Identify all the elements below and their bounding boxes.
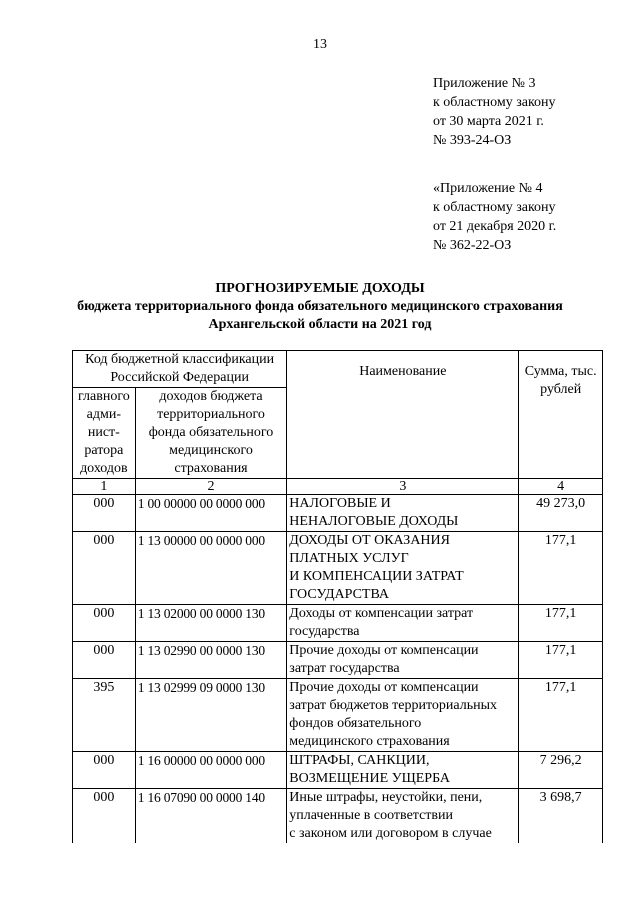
income-name-line: ШТРАФЫ, САНКЦИИ,: [289, 753, 430, 768]
appendix-line: Приложение № 3: [433, 76, 536, 91]
admin-code-cell: 000: [73, 789, 136, 844]
appendix-reference-current: [433, 74, 556, 150]
table-row: [73, 642, 603, 679]
document-title: [0, 280, 640, 334]
income-code-cell: 1 00 00000 00 0000 000: [135, 495, 287, 532]
table-row: [73, 789, 603, 844]
appendix-line: «Приложение № 4: [433, 181, 543, 196]
income-name-cell: [287, 789, 519, 844]
sum-cell: 49 273,0: [519, 495, 603, 532]
income-name-line: затрат государства: [289, 661, 400, 676]
income-name-line: медицинского страхования: [289, 734, 450, 749]
income-name-line: фондов обязательного: [289, 716, 422, 731]
income-name-line: И КОМПЕНСАЦИИ ЗАТРАТ: [289, 569, 464, 584]
header-sum: Сумма, тыс. рублей: [519, 351, 603, 479]
sum-cell: 177,1: [519, 532, 603, 605]
header-admin: главного адми-нист-ратора доходов: [73, 388, 136, 479]
column-number: 1: [73, 479, 136, 495]
income-name-line: затрат бюджетов территориальных: [289, 698, 498, 713]
admin-code-cell: 395: [73, 679, 136, 752]
income-name-line: ГОСУДАРСТВА: [289, 587, 390, 602]
appendix-reference-original: [433, 179, 556, 255]
income-name-cell: [287, 679, 519, 752]
income-name-line: НЕНАЛОГОВЫЕ ДОХОДЫ: [289, 514, 459, 529]
income-code-cell: 1 13 02000 00 0000 130: [135, 605, 287, 642]
income-name-line: НАЛОГОВЫЕ И: [289, 496, 391, 511]
sum-cell: 177,1: [519, 679, 603, 752]
income-name-line: Доходы от компенсации затрат: [289, 606, 474, 621]
income-code-cell: 1 13 02999 09 0000 130: [135, 679, 287, 752]
sum-cell: 3 698,7: [519, 789, 603, 844]
admin-code-cell: 000: [73, 532, 136, 605]
sum-cell: 7 296,2: [519, 752, 603, 789]
income-code-cell: 1 16 00000 00 0000 000: [135, 752, 287, 789]
income-name-line: государства: [289, 624, 360, 639]
title-line-1: ПРОГНОЗИРУЕМЫЕ ДОХОДЫ: [215, 281, 425, 296]
column-number: 4: [519, 479, 603, 495]
income-name-line: уплаченные в соответствии: [289, 808, 454, 823]
appendix-line: № 362-22-ОЗ: [433, 238, 512, 253]
table-row: [73, 752, 603, 789]
header-name: Наименование: [287, 351, 519, 479]
income-table: [72, 350, 603, 843]
appendix-line: от 21 декабря 2020 г.: [433, 219, 557, 234]
page-number: 13: [313, 37, 327, 52]
admin-code-cell: 000: [73, 495, 136, 532]
income-name-line: ДОХОДЫ ОТ ОКАЗАНИЯ: [289, 533, 450, 548]
income-code-cell: 1 16 07090 00 0000 140: [135, 789, 287, 844]
income-name-cell: [287, 642, 519, 679]
table-body: [73, 495, 603, 844]
table-row: [73, 679, 603, 752]
sum-cell: 177,1: [519, 642, 603, 679]
header-kbk: Код бюджетной классификации Российской Федерации: [73, 351, 287, 388]
table-row: [73, 532, 603, 605]
appendix-line: № 393-24-ОЗ: [433, 133, 512, 148]
income-name-cell: [287, 495, 519, 532]
header-income-code: доходов бюджета территориального фонда обязательного медицинского страхования: [135, 388, 287, 479]
sum-cell: 177,1: [519, 605, 603, 642]
income-name-line: Прочие доходы от компенсации: [289, 643, 479, 658]
income-name-line: Прочие доходы от компенсации: [289, 680, 479, 695]
income-name-line: ВОЗМЕЩЕНИЕ УЩЕРБА: [289, 771, 451, 786]
title-line-2: бюджета территориального фонда обязательного медицинского страхования: [77, 299, 563, 314]
income-name-cell: [287, 605, 519, 642]
column-number: 3: [287, 479, 519, 495]
table-row: [73, 605, 603, 642]
income-name-cell: [287, 532, 519, 605]
income-code-cell: 1 13 00000 00 0000 000: [135, 532, 287, 605]
table-row: [73, 495, 603, 532]
admin-code-cell: 000: [73, 605, 136, 642]
admin-code-cell: 000: [73, 642, 136, 679]
income-name-line: Иные штрафы, неустойки, пени,: [289, 790, 483, 805]
admin-code-cell: 000: [73, 752, 136, 789]
appendix-line: к областному закону: [433, 95, 556, 110]
appendix-line: от 30 марта 2021 г.: [433, 114, 544, 129]
income-name-cell: [287, 752, 519, 789]
appendix-line: к областному закону: [433, 200, 556, 215]
column-number: 2: [135, 479, 287, 495]
income-name-line: с законом или договором в случае: [289, 826, 492, 841]
income-code-cell: 1 13 02990 00 0000 130: [135, 642, 287, 679]
title-line-3: Архангельской области на 2021 год: [208, 317, 432, 332]
income-name-line: ПЛАТНЫХ УСЛУГ: [289, 551, 409, 566]
